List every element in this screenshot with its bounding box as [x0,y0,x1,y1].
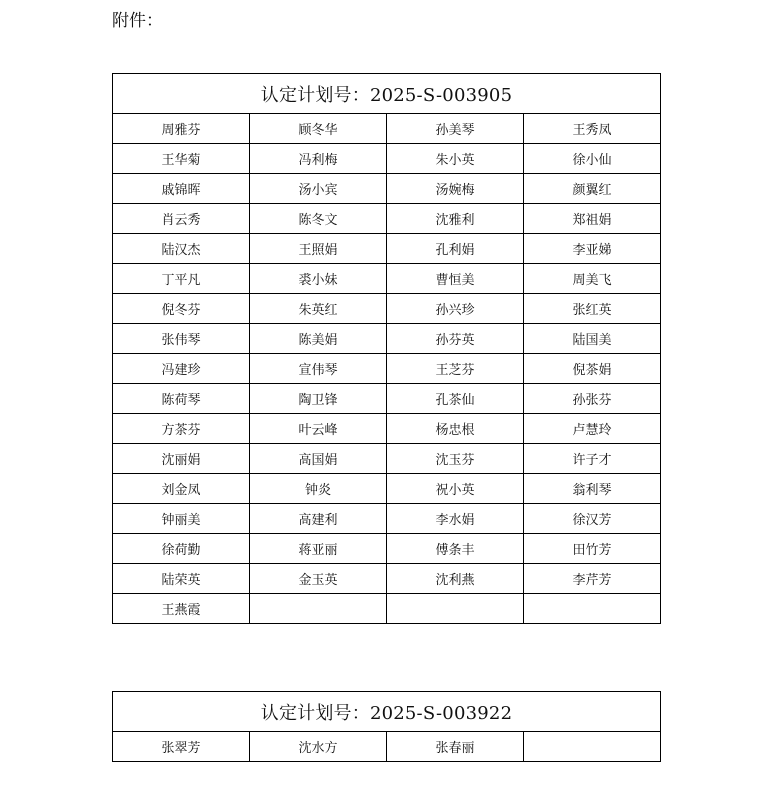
name-cell: 高国娟 [250,444,387,474]
name-cell: 祝小英 [387,474,524,504]
table-row [113,174,661,204]
empty-cell [250,594,387,624]
name-cell: 沈玉芬 [387,444,524,474]
name-cell: 王燕霞 [113,594,250,624]
plan-table-body [113,114,661,624]
name-cell: 孔茶仙 [387,384,524,414]
empty-cell [524,594,661,624]
empty-cell [387,594,524,624]
table-row [113,504,661,534]
table-row [113,294,661,324]
name-cell: 王芝芬 [387,354,524,384]
name-cell: 方茶芬 [113,414,250,444]
name-cell: 陈美娟 [250,324,387,354]
name-cell: 冯建珍 [113,354,250,384]
name-cell: 顾冬华 [250,114,387,144]
empty-cell [524,732,661,762]
name-cell: 丁平凡 [113,264,250,294]
name-cell: 肖云秀 [113,204,250,234]
name-cell: 李亚娣 [524,234,661,264]
name-cell: 张翠芳 [113,732,250,762]
name-cell: 戚锦晖 [113,174,250,204]
name-cell: 李水娟 [387,504,524,534]
name-cell: 徐小仙 [524,144,661,174]
name-cell: 翁利琴 [524,474,661,504]
name-cell: 陆汉杰 [113,234,250,264]
name-cell: 张红英 [524,294,661,324]
name-cell: 孙美琴 [387,114,524,144]
name-cell: 钟炎 [250,474,387,504]
name-cell: 卢慧玲 [524,414,661,444]
name-cell: 倪茶娟 [524,354,661,384]
plan-table-1 [112,73,661,624]
plan-title: 认定计划号：2025-S-003922 [113,692,661,732]
name-cell: 曹恒美 [387,264,524,294]
name-cell: 沈丽娟 [113,444,250,474]
table-row [113,414,661,444]
table-row [113,384,661,414]
name-cell: 金玉英 [250,564,387,594]
name-cell: 陈荷琴 [113,384,250,414]
name-cell: 王照娟 [250,234,387,264]
name-cell: 郑祖娟 [524,204,661,234]
name-cell: 叶云峰 [250,414,387,444]
name-cell: 汤小宾 [250,174,387,204]
name-cell: 刘金凤 [113,474,250,504]
name-cell: 朱小英 [387,144,524,174]
name-cell: 宣伟琴 [250,354,387,384]
name-cell: 周美飞 [524,264,661,294]
name-cell: 孙张芬 [524,384,661,414]
name-cell: 蒋亚丽 [250,534,387,564]
name-cell: 钟丽美 [113,504,250,534]
plan-table-2 [112,691,661,762]
name-cell: 冯利梅 [250,144,387,174]
name-cell: 徐汉芳 [524,504,661,534]
name-cell: 孙芬英 [387,324,524,354]
name-cell: 颜翼红 [524,174,661,204]
table-row [113,444,661,474]
name-cell: 张伟琴 [113,324,250,354]
name-cell: 徐荷勤 [113,534,250,564]
name-cell: 陆荣英 [113,564,250,594]
name-cell: 田竹芳 [524,534,661,564]
name-cell: 傅条丰 [387,534,524,564]
name-cell: 杨忠根 [387,414,524,444]
name-cell: 裘小妹 [250,264,387,294]
name-cell: 倪冬芬 [113,294,250,324]
table-row [113,354,661,384]
table-row [113,204,661,234]
name-cell: 孙兴珍 [387,294,524,324]
name-cell: 周雅芬 [113,114,250,144]
name-cell: 张春丽 [387,732,524,762]
name-cell: 沈水方 [250,732,387,762]
name-cell: 沈雅利 [387,204,524,234]
attachment-label: 附件： [112,11,163,31]
table-row [113,264,661,294]
plan-title: 认定计划号：2025-S-003905 [113,74,661,114]
name-cell: 陈冬文 [250,204,387,234]
name-cell: 朱英红 [250,294,387,324]
table-row [113,732,661,762]
name-cell: 李芹芳 [524,564,661,594]
name-cell: 高建利 [250,504,387,534]
table-row [113,564,661,594]
table-row [113,324,661,354]
plan-table-body [113,732,661,762]
name-cell: 王华菊 [113,144,250,174]
name-cell: 许子才 [524,444,661,474]
table-row [113,594,661,624]
table-row [113,474,661,504]
table-row [113,114,661,144]
table-row [113,534,661,564]
name-cell: 陆国美 [524,324,661,354]
name-cell: 沈利燕 [387,564,524,594]
table-row [113,234,661,264]
table-row [113,144,661,174]
name-cell: 陶卫锋 [250,384,387,414]
name-cell: 孔利娟 [387,234,524,264]
name-cell: 王秀凤 [524,114,661,144]
name-cell: 汤婉梅 [387,174,524,204]
